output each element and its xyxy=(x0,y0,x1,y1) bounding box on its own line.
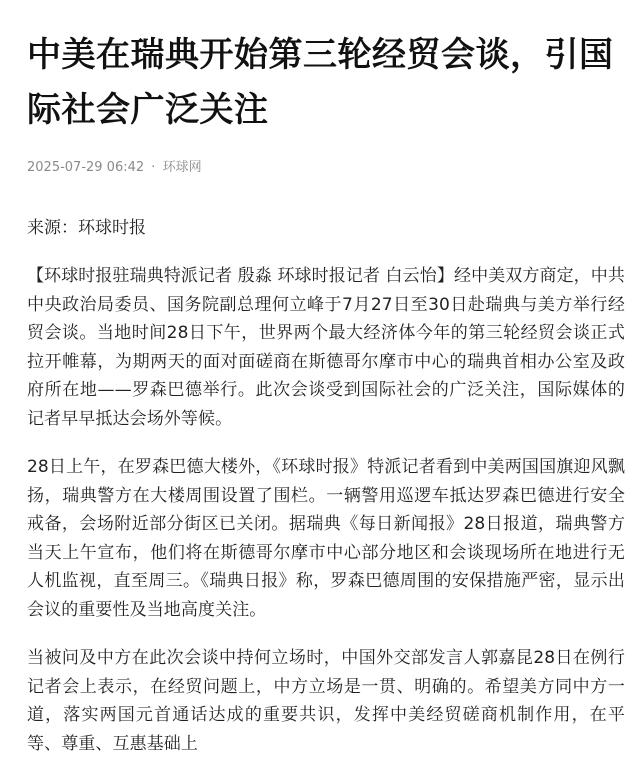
source-line: 来源：环球时报 xyxy=(27,218,146,238)
paragraph: 当被问及中方在此次会谈中持何立场时，中国外交部发言人郭嘉昆28日在例行记者会上表示，在经贸问题上，中方立场是一贯、明确的。希望美方同中方一道，落实两国元首通话达成的重要共识，发挥中美经贸磋商机制作用，在平等、尊重、互惠基础上 xyxy=(27,648,625,754)
meta-separator: · xyxy=(151,160,156,175)
article-title: 中美在瑞典开始第三轮经贸会谈，引国际社会广泛关注 xyxy=(27,35,614,130)
paragraph: 28日上午，在罗森巴德大楼外，《环球时报》特派记者看到中美两国国旗迎风飘扬，瑞典警方在大楼周围设置了围栏。一辆警用巡逻车抵达罗森巴德进行安全戒备，会场附近部分街区已关闭。据瑞典《每日新闻报》28日报道，瑞典警方当天上午宣布，他们将在斯德哥尔摩市中心部分地区和会谈现场所在地进行无人机监视，直至周三。《瑞典日报》称，罗森巴德周围的安保措施严密，显示出会议的重要性及当地高度关注。 xyxy=(27,457,625,620)
publish-datetime: 2025-07-29 06:42 xyxy=(27,160,145,175)
outlet-name[interactable]: 环球网 xyxy=(162,160,202,175)
article-meta xyxy=(27,158,625,178)
paragraph: 【环球时报驻瑞典特派记者 殷淼 环球时报记者 白云怡】经中美双方商定，中共中央政治局委员、国务院副总理何立峰于7月27日至30日赴瑞典与美方举行经贸会谈。当地时间28日下午，世界两个最大经济体今年的第三轮经贸会谈正式拉开帷幕，为期两天的面对面磋商在斯德哥尔摩市中心的瑞典首相办公室及政府所在地——罗森巴德举行。此次会谈受到国际社会的广泛关注，国际媒体的记者早早抵达会场外等候。 xyxy=(27,266,625,429)
bottom-fade xyxy=(0,669,640,675)
article xyxy=(27,28,625,758)
